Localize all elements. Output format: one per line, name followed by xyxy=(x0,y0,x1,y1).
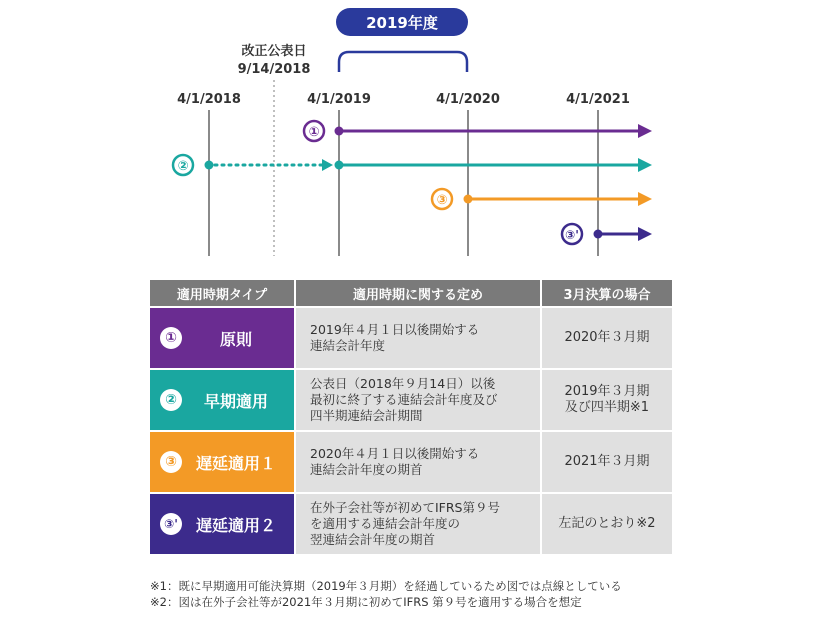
arrow-early-head xyxy=(638,158,652,172)
announcement-date: 9/14/2018 xyxy=(237,62,311,77)
announcement-label: 改正公表日 xyxy=(241,44,307,59)
rule-line: 連結会計年度の期首 xyxy=(310,462,423,477)
arrow-delayed2-head xyxy=(638,227,652,241)
rule-line: 最初に終了する連結会計年度及び xyxy=(310,392,498,407)
marker-2-label: ② xyxy=(177,159,189,174)
table-row-delayed1 xyxy=(150,432,672,494)
marker-1-label: ① xyxy=(308,125,320,140)
footnote-2: ※2：図は在外子会社等が2021年３月期に初めてIFRS 第９号を適用する場合を想定 xyxy=(150,595,582,609)
arrow-delayed1-head xyxy=(638,192,652,206)
type-label: 早期適用 xyxy=(203,391,268,411)
table-row-delayed2 xyxy=(150,494,672,556)
type-label: 原則 xyxy=(219,329,252,349)
type-cell xyxy=(150,494,296,556)
table-header-row xyxy=(150,280,672,308)
march-line: 2021年３月期 xyxy=(564,454,650,469)
rule-line: 翌連結会計年度の期首 xyxy=(310,532,436,547)
rule-line: 2019年４月１日以後開始する xyxy=(310,322,480,337)
arrow-principle-head xyxy=(638,124,652,138)
footnote-1: ※1：既に早期適用可能決算期（2019年３月期）を経過しているため図では点線としている xyxy=(150,579,622,593)
table-row-principle xyxy=(150,308,672,370)
march-cell xyxy=(542,370,672,432)
march-line: 2019年３月期 xyxy=(564,384,650,399)
header-type: 適用時期タイプ xyxy=(150,280,296,308)
rule-cell xyxy=(296,308,542,370)
date-label-2019: 4/1/2019 xyxy=(307,92,371,107)
march-cell xyxy=(542,432,672,494)
badge-2: ② xyxy=(160,389,182,411)
fiscal-year-bracket xyxy=(339,52,467,72)
date-label-2020: 4/1/2020 xyxy=(436,92,500,107)
rule-line: 2020年４月１日以後開始する xyxy=(310,446,480,461)
badge-3prime: ③' xyxy=(160,513,182,535)
march-line: 及び四半期※1 xyxy=(564,400,650,415)
date-label-2021: 4/1/2021 xyxy=(566,92,630,107)
march-cell xyxy=(542,308,672,370)
application-timing-table xyxy=(150,280,672,556)
type-label: 遅延適用２ xyxy=(195,515,276,535)
marker-3prime-label: ③' xyxy=(565,228,579,242)
table-row-early xyxy=(150,370,672,432)
timeline-diagram xyxy=(0,0,820,270)
arrow-early-dotted-head xyxy=(322,159,333,171)
marker-3-label: ③ xyxy=(436,193,448,208)
badge-1: ① xyxy=(160,327,182,349)
rule-line: 連結会計年度 xyxy=(310,338,386,353)
march-line: 2020年３月期 xyxy=(564,330,650,345)
type-cell xyxy=(150,432,296,494)
type-label: 遅延適用１ xyxy=(195,453,276,473)
header-rule: 適用時期に関する定め xyxy=(296,280,542,308)
rule-line: 四半期連結会計期間 xyxy=(310,408,423,423)
header-march: 3月決算の場合 xyxy=(542,280,672,308)
rule-cell xyxy=(296,432,542,494)
rule-cell xyxy=(296,494,542,556)
fiscal-year-label: 2019年度 xyxy=(366,14,438,32)
rule-cell xyxy=(296,370,542,432)
date-label-2018: 4/1/2018 xyxy=(177,92,241,107)
type-cell xyxy=(150,308,296,370)
badge-3: ③ xyxy=(160,451,182,473)
march-line: 左記のとおり※2 xyxy=(558,516,656,531)
rule-line: 公表日（2018年９月14日）以後 xyxy=(310,376,496,391)
marker-2-start-dot xyxy=(205,161,214,170)
rule-line: を適用する連結会計年度の xyxy=(310,516,461,531)
type-cell xyxy=(150,370,296,432)
rule-line: 在外子会社等が初めてIFRS第９号 xyxy=(310,500,500,515)
footnotes xyxy=(150,578,622,610)
march-cell xyxy=(542,494,672,556)
